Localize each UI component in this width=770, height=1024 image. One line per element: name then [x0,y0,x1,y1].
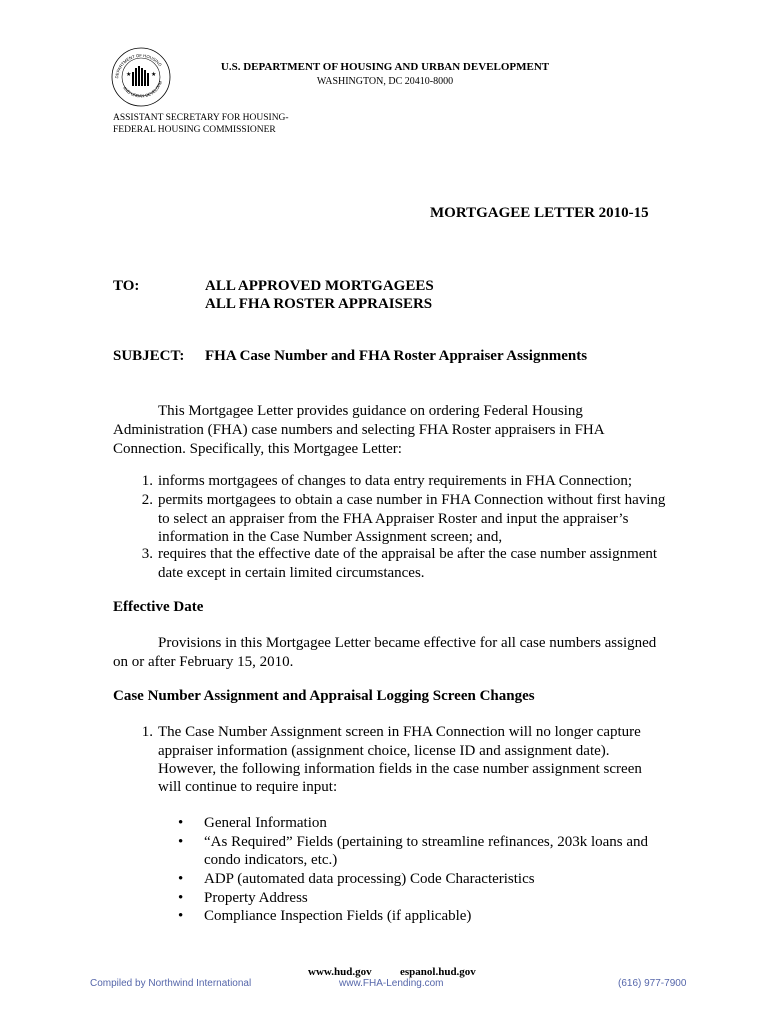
effective-line: Provisions in this Mortgagee Letter became effective for all case numbers assigned [158,635,657,651]
bullet-text: General Information [204,815,327,831]
bullet-dot-icon: • [178,890,184,906]
footer-link-hud[interactable]: www.hud.gov [308,966,372,978]
list-number: 2. [141,492,153,508]
effective-date-heading: Effective Date [113,599,204,615]
footer-phone: (616) 977-7900 [618,978,687,989]
footer-compiled-by: Compiled by Northwind International [90,978,252,989]
list-text: appraiser information (assignment choice, license ID and assignment date). [158,743,610,759]
effective-date-paragraph [113,634,673,672]
secretary-title-line1: ASSISTANT SECRETARY FOR HOUSING- [113,113,289,123]
list-text: The Case Number Assignment screen in FHA Connection will no longer capture [158,724,641,740]
bullet-dot-icon: • [178,815,184,831]
intro-line: Connection. Specifically, this Mortgagee Letter: [113,441,402,457]
svg-text:★: ★ [151,71,157,78]
bullet-dot-icon: • [178,908,184,924]
bullet-dot-icon: • [178,834,184,850]
list-text: informs mortgagees of changes to data entry requirements in FHA Connection; [158,473,633,489]
list-text: information in the Case Number Assignment screen; and, [158,529,503,545]
list-text: to select an appraiser from the FHA Appraiser Roster and input the appraiser’s [158,511,629,527]
intro-line: This Mortgagee Letter provides guidance on ordering Federal Housing [158,403,583,419]
intro-line: Administration (FHA) case numbers and selecting FHA Roster appraisers in FHA [113,422,605,438]
agency-address: WASHINGTON, DC 20410-8000 [316,76,454,87]
bullet-text: Compliance Inspection Fields (if applicable) [204,908,472,924]
subject-label: SUBJECT: [113,348,185,364]
footer-site-link[interactable]: www.FHA-Lending.com [339,978,444,989]
case-section-heading: Case Number Assignment and Appraisal Logging Screen Changes [113,688,535,704]
bullet-text: Property Address [204,890,308,906]
subject-text: FHA Case Number and FHA Roster Appraiser Assignments [205,348,588,364]
bullet-text: “As Required” Fields (pertaining to streamline refinances, 203k loans and [204,834,649,850]
bullet-text: ADP (automated data processing) Code Characteristics [204,871,535,887]
footer-link-espanol[interactable]: espanol.hud.gov [400,966,476,978]
list-number: 3. [141,546,153,562]
list-text: will continue to require input: [158,779,338,795]
intro-paragraph [113,402,673,459]
list-text: requires that the effective date of the appraisal be after the case number assignment [158,546,658,562]
to-label: TO: [113,278,140,294]
bullet-text: condo indicators, etc.) [204,852,338,868]
list-text: date except in certain limited circumstances. [158,565,425,581]
list-text: However, the following information fields in the case number assignment screen [158,761,642,777]
to-recipient-1: ALL APPROVED MORTGAGEES [205,278,434,294]
agency-name: U.S. DEPARTMENT OF HOUSING AND URBAN DEVELOPMENT [220,61,550,73]
letter-title: MORTGAGEE LETTER 2010-15 [430,205,649,221]
list-text: permits mortgagees to obtain a case number in FHA Connection without first having [158,492,666,508]
svg-text:★: ★ [126,71,132,78]
list-number: 1. [141,724,153,740]
secretary-title-line2: FEDERAL HOUSING COMMISSIONER [113,125,276,135]
svg-text:DEPARTMENT OF HOUSING: DEPARTMENT OF HOUSING [114,52,163,79]
to-recipient-2: ALL FHA ROSTER APPRAISERS [205,296,433,312]
bullet-dot-icon: • [178,871,184,887]
list-number: 1. [141,473,153,489]
effective-line: on or after February 15, 2010. [113,654,294,670]
svg-text:AND URBAN DEVELOPMENT: AND URBAN DEVELOPM [122,80,164,99]
hud-seal-logo [110,46,172,108]
